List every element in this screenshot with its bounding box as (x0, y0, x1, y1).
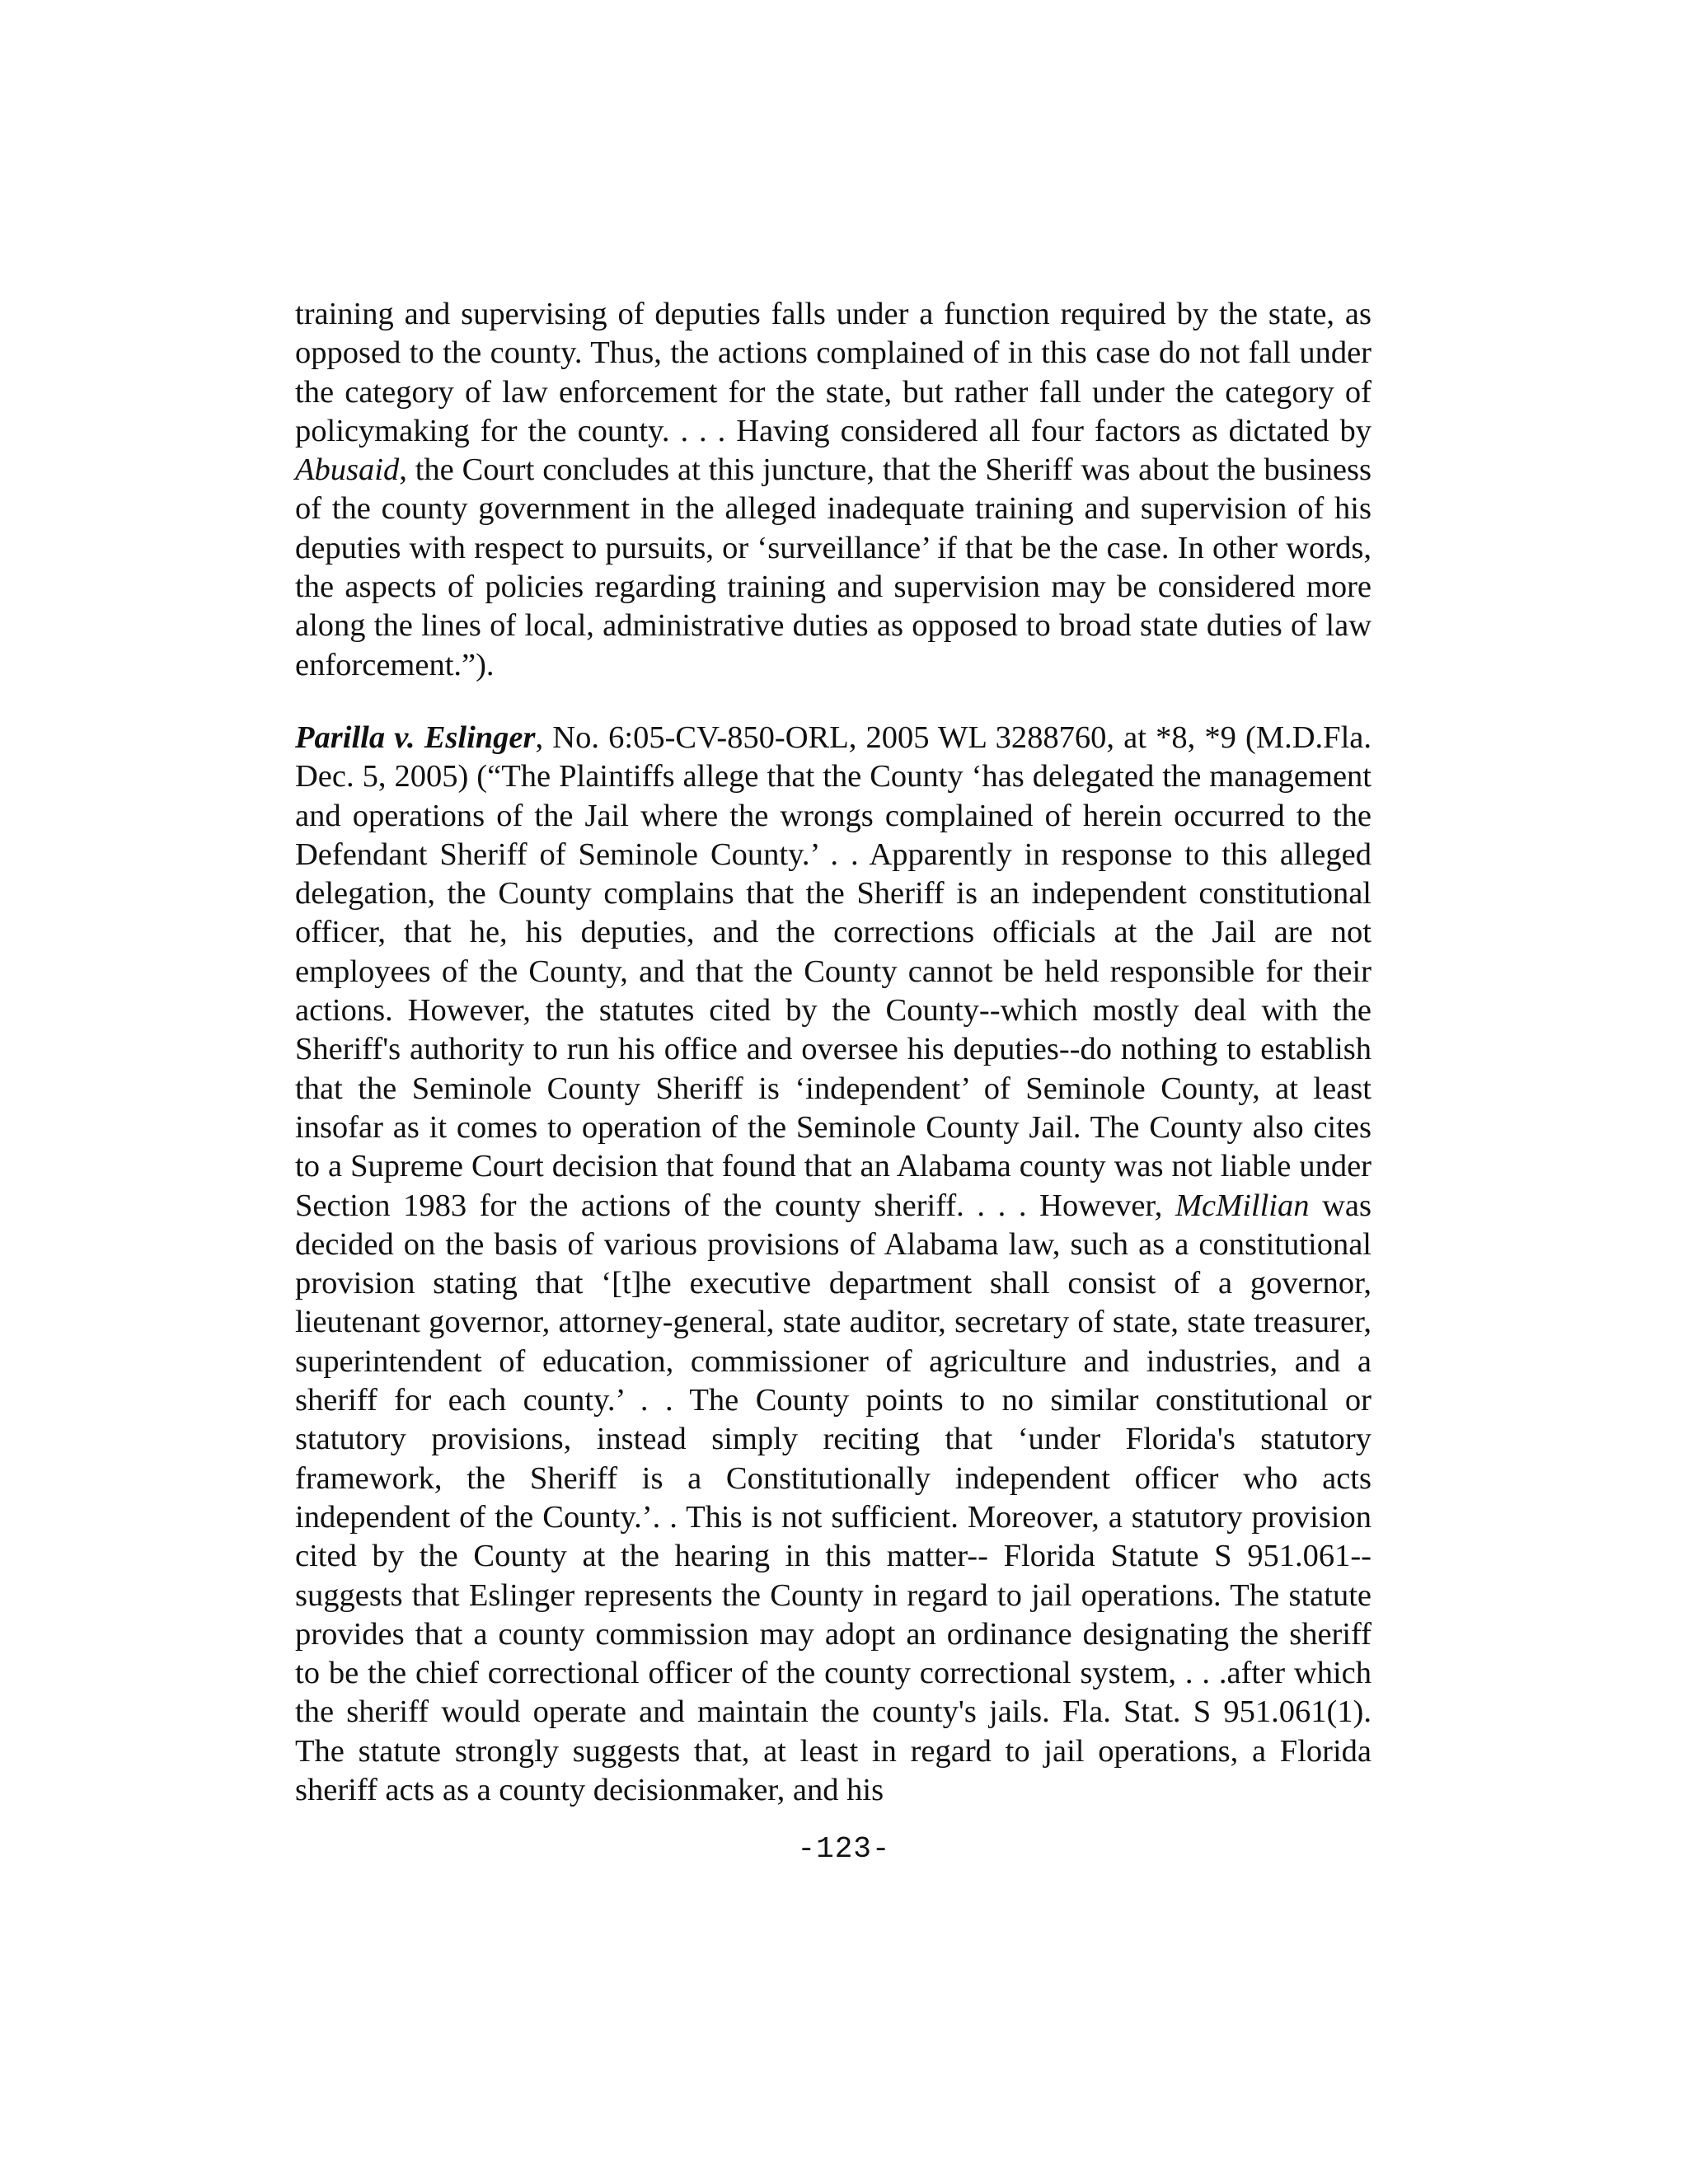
case-citation-mcmillian: McMillian (1175, 1188, 1310, 1223)
paragraph-2-text-a: , No. 6:05-CV-850-ORL, 2005 WL 3288760, at *8, *9 (M.D.Fla. Dec. 5, 2005) (“The Plaintiffs allege that the County ‘has delegated the management and operations of the Jail where the wrongs complained of herein occurred to the Defendant Sheriff of Seminole County.’ . . Apparently in response to this alleged delegation, the County complains that the Sheriff is an independent constitutional officer, that he, his deputies, and the corrections officials at the Jail are not employees of the County, and that the County cannot be held responsible for their actions. However, the statutes cited by the County--which mostly deal with the Sheriff's authority to run his office and oversee his deputies--do nothing to establish that the Seminole County Sheriff is ‘independent’ of Seminole County, at least insofar as it comes to operation of the Seminole County Jail. The County also cites to a Supreme Court decision that found that an Alabama county was not liable under Section 1983 for the actions of the county sheriff. . . . However, (295, 720, 1372, 1223)
paragraph-quote-continuation (295, 295, 1372, 685)
paragraph-2-text-b: was decided on the basis of various provisions of Alabama law, such as a constitutional provision stating that ‘[t]he executive department shall consist of a governor, lieutenant governor, attorney-general, state auditor, secretary of state, state treasurer, superintendent of education, commissioner of agriculture and industries, and a sheriff for each county.’ . . The County points to no similar constitutional or statutory provisions, instead simply reciting that ‘under Florida's statutory framework, the Sheriff is a Constitutionally independent officer who acts independent of the County.’. . This is not sufficient. Moreover, a statutory provision cited by the County at the hearing in this matter-- Florida Statute S 951.061--suggests that Eslinger represents the County in regard to jail operations. The statute provides that a county commission may adopt an ordinance designating the sheriff to be the chief correctional officer of the county correctional system, . . .after which the sheriff would operate and maintain the county's jails. Fla. Stat. S 951.061(1). The statute strongly suggests that, at least in regard to jail operations, a Florida sheriff acts as a county decisionmaker, and his (295, 1188, 1372, 1808)
paragraph-parilla-citation (295, 719, 1372, 1810)
paragraph-1-text-b: , the Court concludes at this juncture, that the Sheriff was about the business of the county government in the alleged inadequate training and supervision of his deputies with respect to pursuits, or ‘surveillance’ if that be the case. In other words, the aspects of policies regarding training and supervision may be considered more along the lines of local, administrative duties as opposed to broad state duties of law enforcement.”). (295, 452, 1372, 682)
case-name-parilla: Parilla v. Eslinger (295, 720, 536, 755)
paragraph-1-text-a: training and supervising of deputies falls under a function required by the state, as opposed to the county. Thus, the actions complained of in this case do not fall under the category of law enforcement for the state, but rather fall under the category of policymaking for the county. . . . Having considered all four factors as dictated by (295, 297, 1372, 448)
case-citation-abusaid: Abusaid (295, 452, 400, 488)
page-number: -123- (797, 1832, 891, 1866)
